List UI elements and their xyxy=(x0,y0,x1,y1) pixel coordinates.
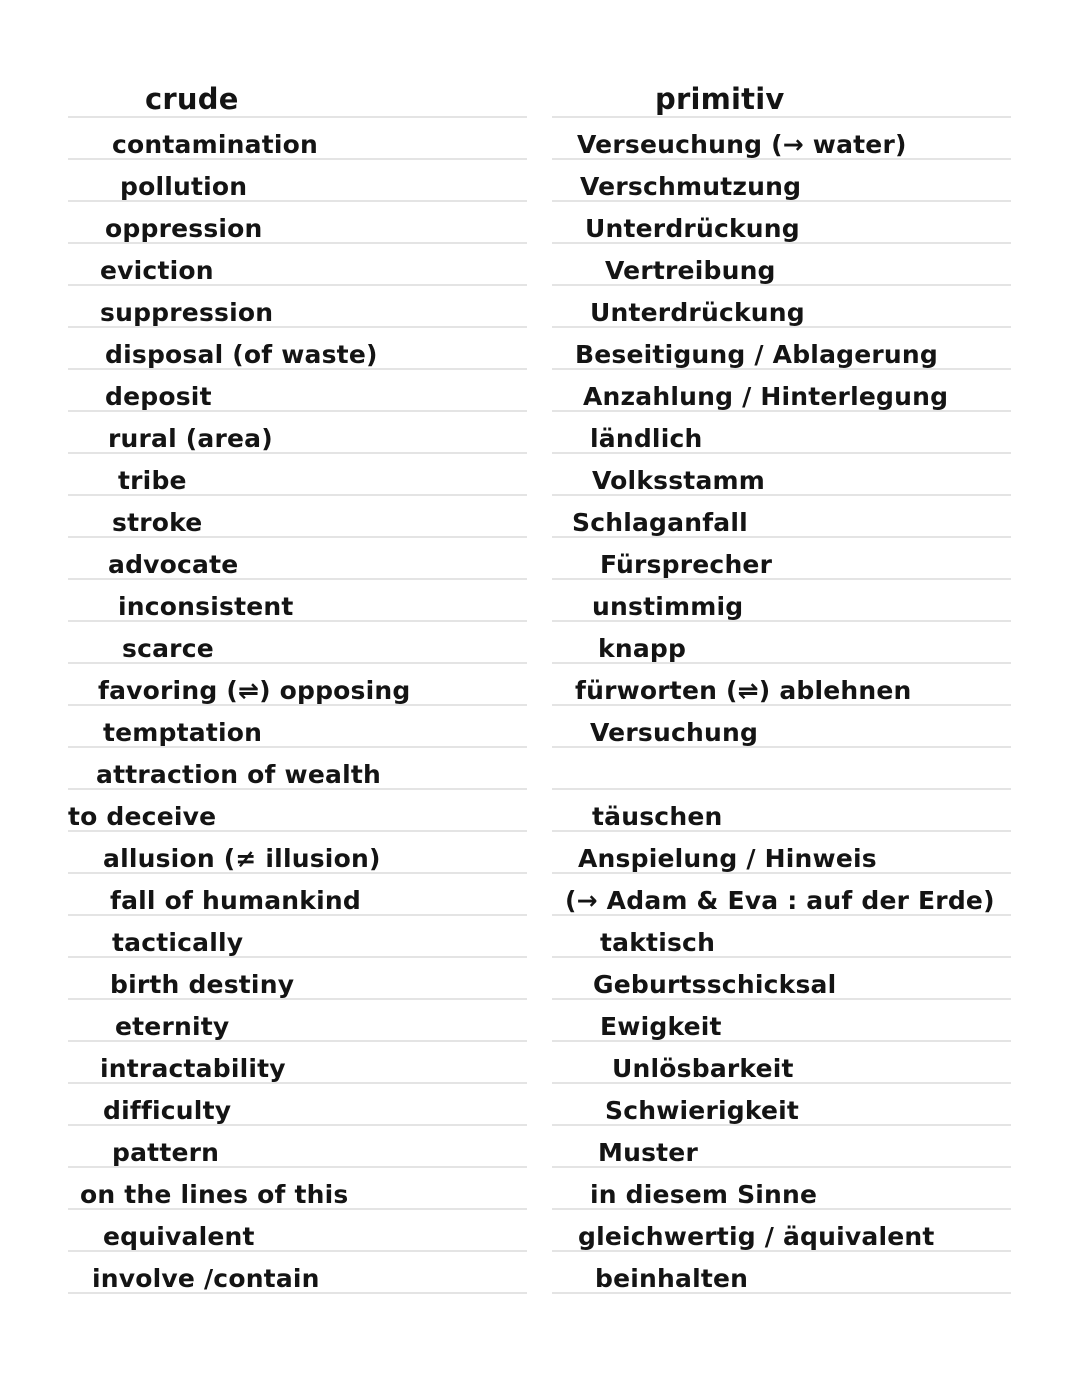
ruled-line-left xyxy=(68,454,527,496)
english-term: eviction xyxy=(100,255,214,285)
english-term: crude xyxy=(145,82,239,117)
english-term: equivalent xyxy=(103,1221,255,1251)
ruled-line-left xyxy=(68,622,527,664)
ruled-line-right xyxy=(552,454,1011,496)
vocab-row xyxy=(0,874,1080,916)
vocab-row xyxy=(0,706,1080,748)
vocab-row xyxy=(0,1252,1080,1294)
vocab-row xyxy=(0,1210,1080,1252)
ruled-line-right xyxy=(552,1000,1011,1042)
german-term: Anspielung / Hinweis xyxy=(578,843,877,873)
vocab-row xyxy=(0,160,1080,202)
german-term: Unlösbarkeit xyxy=(612,1053,794,1083)
english-term: to deceive xyxy=(68,801,217,831)
german-term: Fürsprecher xyxy=(600,549,773,579)
vocab-row xyxy=(0,580,1080,622)
english-term: scarce xyxy=(122,633,214,663)
vocab-row xyxy=(0,832,1080,874)
vocab-row xyxy=(0,370,1080,412)
english-term: oppression xyxy=(105,213,263,243)
english-term: suppression xyxy=(100,297,274,327)
english-term: difficulty xyxy=(103,1095,232,1125)
german-term: Ewigkeit xyxy=(600,1011,722,1041)
ruled-line-right xyxy=(552,202,1011,244)
ruled-line-left xyxy=(68,370,527,412)
ruled-line-left xyxy=(68,202,527,244)
german-term: Versuchung xyxy=(590,717,759,747)
english-term: tactically xyxy=(112,927,244,957)
german-term: Schlaganfall xyxy=(572,507,748,537)
german-term: Geburtsschicksal xyxy=(593,969,837,999)
ruled-line-right xyxy=(552,748,1011,790)
german-term: Muster xyxy=(598,1137,698,1167)
ruled-line-left xyxy=(68,286,527,328)
ruled-line-right xyxy=(552,874,1011,916)
english-term: on the lines of this xyxy=(80,1179,349,1209)
ruled-line-right xyxy=(552,916,1011,958)
german-term: unstimmig xyxy=(592,591,744,621)
english-term: contamination xyxy=(112,129,318,159)
english-term: birth destiny xyxy=(110,969,295,999)
german-term: Verseuchung (→ water) xyxy=(577,129,907,159)
german-term: ländlich xyxy=(590,423,703,453)
vocab-row xyxy=(0,790,1080,832)
ruled-line-left xyxy=(68,790,527,832)
vocab-row xyxy=(0,664,1080,706)
ruled-line-left xyxy=(68,1168,527,1210)
english-term: favoring (⇌) opposing xyxy=(98,675,411,705)
ruled-line-right xyxy=(552,286,1011,328)
ruled-line-left xyxy=(68,328,527,370)
ruled-line-left xyxy=(68,748,527,790)
english-term: pattern xyxy=(112,1137,220,1167)
ruled-line-right xyxy=(552,412,1011,454)
ruled-line-left xyxy=(68,412,527,454)
ruled-line-left xyxy=(68,1084,527,1126)
ruled-line-left xyxy=(68,118,527,160)
ruled-line-right xyxy=(552,328,1011,370)
ruled-line-right xyxy=(552,538,1011,580)
ruled-line-right xyxy=(552,1168,1011,1210)
ruled-line-right xyxy=(552,622,1011,664)
vocab-row xyxy=(0,1126,1080,1168)
ruled-line-right xyxy=(552,790,1011,832)
ruled-line-right xyxy=(552,370,1011,412)
english-term: pollution xyxy=(120,171,248,201)
german-term: Volksstamm xyxy=(592,465,766,495)
english-term: fall of humankind xyxy=(110,885,361,915)
ruled-line-right xyxy=(552,580,1011,622)
german-term: Anzahlung / Hinterlegung xyxy=(583,381,949,411)
ruled-line-left xyxy=(68,832,527,874)
ruled-line-left xyxy=(68,1210,527,1252)
ruled-line-right xyxy=(552,1042,1011,1084)
vocab-row xyxy=(0,118,1080,160)
german-term: Verschmutzung xyxy=(580,171,802,201)
german-term: Schwierigkeit xyxy=(605,1095,800,1125)
ruled-line-left xyxy=(68,916,527,958)
german-term: knapp xyxy=(598,633,687,663)
vocab-row xyxy=(0,1168,1080,1210)
vocab-row xyxy=(0,1000,1080,1042)
ruled-line-left xyxy=(68,1000,527,1042)
ruled-line-left xyxy=(68,1126,527,1168)
english-term: tribe xyxy=(118,465,187,495)
ruled-line-left xyxy=(68,874,527,916)
german-term: täuschen xyxy=(592,801,723,831)
german-term: taktisch xyxy=(600,927,716,957)
german-term: in diesem Sinne xyxy=(590,1179,818,1209)
vocab-row xyxy=(0,496,1080,538)
ruled-line-right xyxy=(552,160,1011,202)
vocab-row xyxy=(0,958,1080,1000)
vocab-row xyxy=(0,748,1080,790)
ruled-line-right xyxy=(552,496,1011,538)
english-term: deposit xyxy=(105,381,212,411)
vocab-row xyxy=(0,1042,1080,1084)
ruled-line-left xyxy=(68,706,527,748)
english-term: inconsistent xyxy=(118,591,294,621)
english-term: intractability xyxy=(100,1053,286,1083)
german-term: gleichwertig / äquivalent xyxy=(578,1221,935,1251)
ruled-line-right xyxy=(552,244,1011,286)
vocab-row xyxy=(0,412,1080,454)
ruled-line-left xyxy=(68,244,527,286)
ruled-line-left xyxy=(68,958,527,1000)
vocab-row xyxy=(0,1084,1080,1126)
ruled-line-right xyxy=(552,832,1011,874)
german-term: Vertreibung xyxy=(605,255,776,285)
ruled-line-left xyxy=(68,664,527,706)
english-term: disposal (of waste) xyxy=(105,339,378,369)
ruled-line-right xyxy=(552,1252,1011,1294)
english-term: temptation xyxy=(103,717,263,747)
english-term: allusion (≠ illusion) xyxy=(103,843,381,873)
english-term: rural (area) xyxy=(108,423,273,453)
ruled-line-left xyxy=(68,76,527,118)
ruled-line-left xyxy=(68,1252,527,1294)
vocab-row xyxy=(0,244,1080,286)
german-term: beinhalten xyxy=(595,1263,749,1293)
german-term: Unterdrückung xyxy=(590,297,805,327)
ruled-line-right xyxy=(552,1084,1011,1126)
ruled-line-right xyxy=(552,958,1011,1000)
german-term: primitiv xyxy=(655,82,785,117)
vocab-row xyxy=(0,202,1080,244)
vocab-row xyxy=(0,538,1080,580)
ruled-line-right xyxy=(552,706,1011,748)
english-term: attraction of wealth xyxy=(96,759,381,789)
ruled-line-right xyxy=(552,76,1011,118)
ruled-line-left xyxy=(68,160,527,202)
german-term: Beseitigung / Ablagerung xyxy=(575,339,939,369)
german-term: fürworten (⇌) ablehnen xyxy=(575,675,912,705)
vocab-row xyxy=(0,916,1080,958)
german-term: Unterdrückung xyxy=(585,213,800,243)
ruled-line-left xyxy=(68,496,527,538)
english-term: stroke xyxy=(112,507,203,537)
english-term: involve /contain xyxy=(92,1263,320,1293)
german-term: (→ Adam & Eva : auf der Erde) xyxy=(565,885,995,915)
vocab-row xyxy=(0,286,1080,328)
ruled-line-left xyxy=(68,1042,527,1084)
english-term: advocate xyxy=(108,549,239,579)
vocab-row xyxy=(0,76,1080,118)
ruled-line-left xyxy=(68,538,527,580)
vocab-row xyxy=(0,622,1080,664)
english-term: eternity xyxy=(115,1011,230,1041)
ruled-line-right xyxy=(552,1210,1011,1252)
ruled-line-right xyxy=(552,118,1011,160)
ruled-line-right xyxy=(552,1126,1011,1168)
vocab-row xyxy=(0,454,1080,496)
ruled-line-left xyxy=(68,580,527,622)
ruled-line-right xyxy=(552,664,1011,706)
vocab-row xyxy=(0,328,1080,370)
